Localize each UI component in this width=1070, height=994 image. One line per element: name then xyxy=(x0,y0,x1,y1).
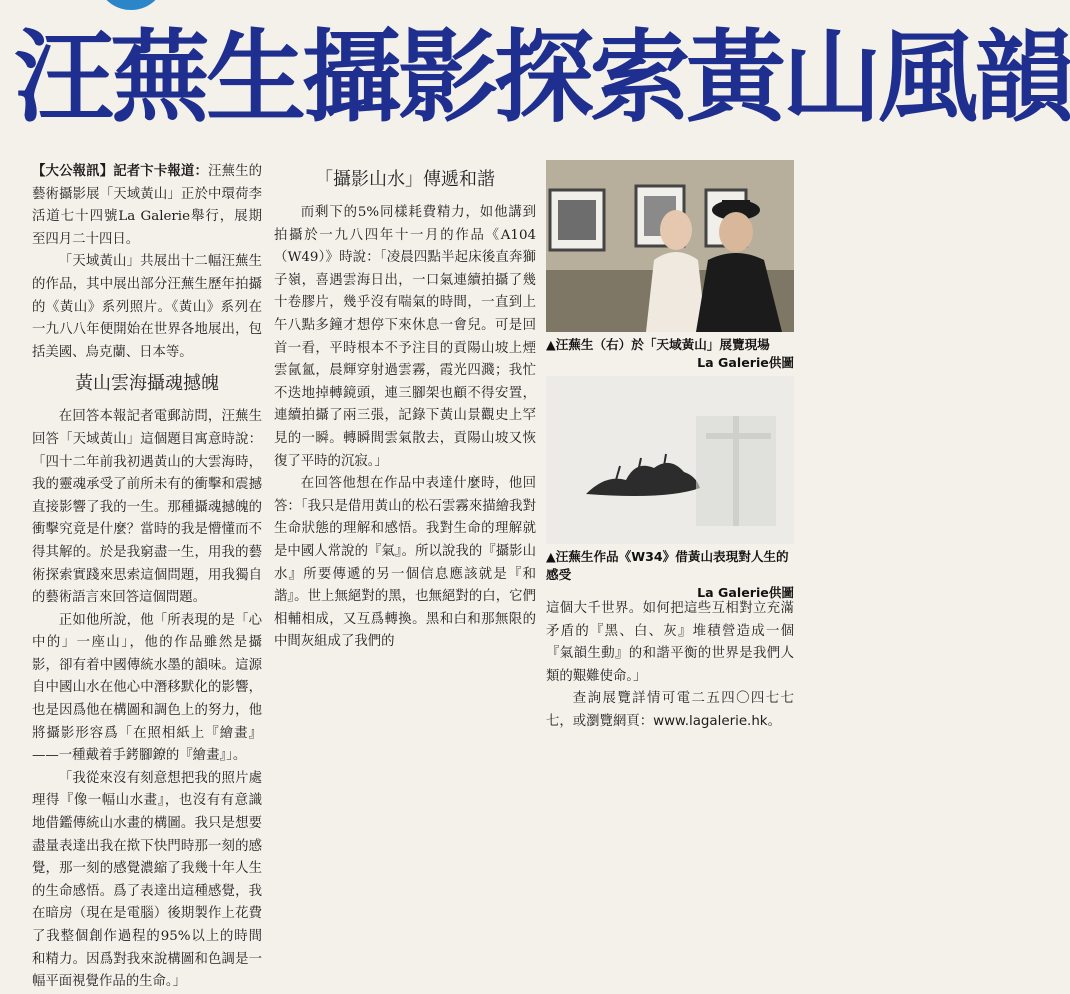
article-column-2 xyxy=(274,160,536,654)
exhibition-photo xyxy=(546,160,794,332)
paragraph-3: 在回答本報記者電郵訪問，汪蕪生回答「天域黃山」這個題目寓意時說：「四十二年前我初遇黃山的大雲海時，我的靈魂承受了前所未有的衝擊和震撼直接影響了我的一生。那種攝魂撼魄的衝擊究竟是什麼？當時的我是懵懂而不得其解的。於是我窮盡一生，用我的藝術探索實踐來思索這個問題，用我獨自的藝術語言來回答這個問題。 xyxy=(32,409,262,606)
article-column-3 xyxy=(546,598,794,734)
paragraph-7: 在回答他想在作品中表達什麼時，他回答：「我只是借用黃山的松石雲霧來描繪我對生命狀態的理解和感悟。我對生命的理解就是中國人常說的『氣』。所以說我的『攝影山水』所要傳遞的另一個信息應該就是『和諧』。世上無絕對的黑，也無絕對的白，它們相輔相成，又互爲轉換。黑和白和那無限的中間灰組成了我們的 xyxy=(274,476,536,650)
headline: 汪蕪生攝影探索黃山風韻 xyxy=(14,19,1070,136)
paragraph-1-text: 汪蕪生的藝術攝影展「天域黃山」正於中環荷李活道七十四號La Galerie舉行，展期至四月二十四日。 xyxy=(32,164,263,247)
paragraph-9-text: 查詢展覽詳情可電二五四〇四七七七，或瀏覽網頁： xyxy=(546,691,794,729)
photo-1-credit: La Galerie供圖 xyxy=(697,355,794,370)
paragraph-2: 「天域黃山」共展出十二幅汪蕪生的作品，其中展出部分汪蕪生歷年拍攝的《黃山》系列照片。《黃山》系列在一九八八年便開始在世界各地展出，包括美國、烏克蘭、日本等。 xyxy=(32,254,262,360)
paragraph-4: 正如他所說，他「所表現的是「心中的」一座山」，他的作品雖然是攝影，卻有着中國傳統水墨的韻味。這源自中國山水在他心中潛移默化的影響，也是因爲他在構圖和調色上的努力，他將攝影形容爲「在照相紙上『繪畫』——一種戴着手銬腳鐐的『繪畫』」。 xyxy=(32,612,262,764)
paragraph-1 xyxy=(32,160,262,251)
artwork-photo-graphic xyxy=(546,376,794,544)
paragraph-5: 「我從來沒有刻意想把我的照片處理得『像一幅山水畫』，也沒有有意識地借鑑傳統山水畫的構圖。我只是想要盡量表達出我在揿下快門時那一刻的感覺，那一刻的感覺濃縮了我幾十年人生的生命感悟。爲了表達出這種感覺，我在暗房（現在是電腦）後期製作上花費了我整個創作過程的95%以上的時間和精力。因爲對我來說構圖和色調是一幅平面視覺作品的生命。」 xyxy=(32,770,262,990)
photo-1-caption-text: ▲汪蕪生（右）於「天域黃山」展覽現場 xyxy=(546,337,770,352)
photo-2-caption xyxy=(546,548,794,602)
decorative-arc xyxy=(96,0,166,10)
paragraph-9 xyxy=(546,688,794,733)
artwork-photo xyxy=(546,376,794,544)
paragraph-6: 而剩下的5%同樣耗費精力，如他講到拍攝於一九八四年十一月的作品《A104（W49）》時說：「凌晨四點半起床後直奔獅子嶺，喜遇雲海日出，一口氣連續拍攝了幾十卷膠片，幾乎沒有喘氣的時間，一直到上午八點多鐘才想停下來休息一會兒。可是回首一看，平時根本不予注目的貢陽山坡上煙雲氤氳，晨輝穿射過雲霧，霞光四濺；我忙不迭地掉轉鏡頭，連三腳架也顧不得安置，連續拍攝了兩三張，記錄下黃山景觀史上罕見的一瞬。轉瞬間雲氣散去，貢陽山坡又恢復了平時的沉寂。」 xyxy=(274,205,536,469)
photo-1-caption xyxy=(546,336,794,372)
byline: 【大公報訊】記者卞卡報道： xyxy=(32,163,208,179)
photo-2-caption-text: ▲汪蕪生作品《W34》借黃山表現對人生的感受 xyxy=(546,549,789,582)
article-column-1 xyxy=(32,160,262,994)
paragraph-9-end: 。 xyxy=(767,713,781,729)
subheading-1: 黃山雲海攝魂撼魄 xyxy=(75,373,219,395)
subheading-2: 「攝影山水」傳遞和諧 xyxy=(315,169,495,190)
exhibition-photo-graphic xyxy=(546,160,794,332)
website-link[interactable]: www.lagalerie.hk xyxy=(653,713,768,729)
paragraph-8: 這個大千世界。如何把這些互相對立充滿矛盾的『黑、白、灰』堆積營造成一個『氣韻生動』的和諧平衡的世界是我們人類的艱難使命。」 xyxy=(546,601,794,684)
photo-2-credit: La Galerie供圖 xyxy=(697,585,794,600)
